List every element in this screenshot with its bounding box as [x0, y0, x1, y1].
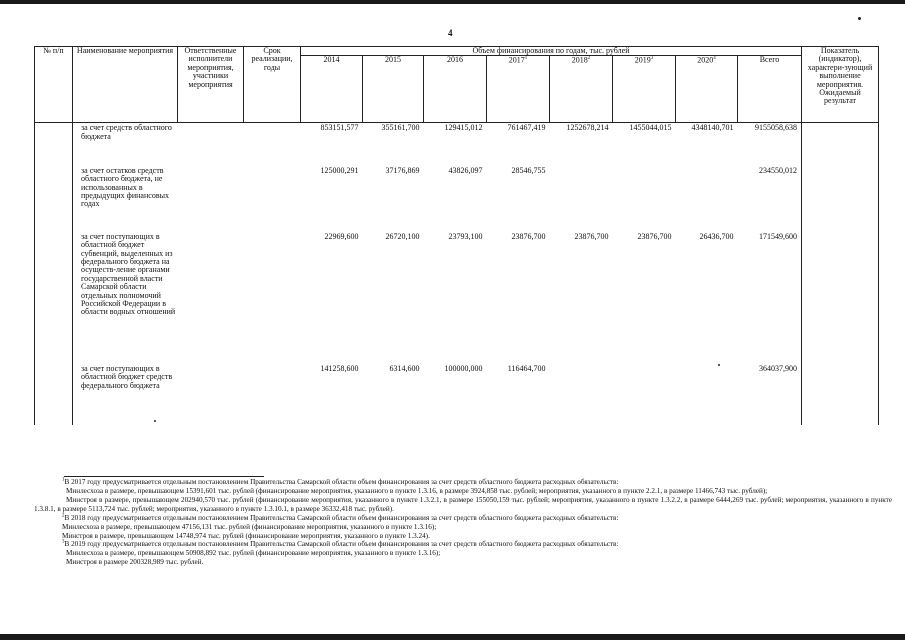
cell-value: 43826,097	[448, 165, 483, 175]
header-year	[487, 56, 550, 123]
cell-value: 129415,012	[444, 123, 483, 133]
cell-term	[244, 233, 301, 365]
footnote-2-minleshoz: Минлесхоза в размере, превышающем 47156,131 тыс. рублей (финансирование мероприятия, указанного в пункте 1.3.16);	[62, 522, 437, 531]
cell-value: 23876,700	[511, 231, 546, 241]
footnote-2-minstroy: Минстроя в размере, превышающем 14748,974 тыс. рублей (финансирование мероприятия, указанного в пункте 1.3.24).	[62, 531, 430, 540]
header-year	[613, 56, 676, 123]
scan-edge-top	[0, 0, 905, 4]
cell-value: 116464,700	[507, 363, 546, 373]
table-row	[35, 233, 879, 365]
cell-indicator	[802, 123, 879, 167]
table-body	[35, 123, 879, 425]
header-year-label: 2017	[508, 56, 525, 66]
footnote-1-minleshoz: Минлесхоза в размере, превышающем 15391,601 тыс. рублей (финансирование мероприятия, указанного в пункте 1.3.16, в размере 3924,858 тыс. рублей; мероприятия, указанного в пункте 2.2.1, в размере 11466,743 тыс. рублей);	[66, 486, 768, 495]
header-num: № п/п	[35, 47, 73, 123]
footnote-mark: 2	[62, 513, 65, 519]
cell-num	[35, 233, 73, 365]
header-year	[676, 56, 738, 123]
cell-value: 234550,012	[759, 165, 797, 175]
cell-value: 23876,700	[637, 231, 672, 241]
footnote-text: В 2018 году предусматривается отдельным постановлением Правительства Самарской области объем финансирования за счет средств областного бюджета расходных обязательств:	[64, 513, 619, 522]
scan-edge-bottom	[0, 634, 905, 640]
cell-num	[35, 123, 73, 167]
header-year	[738, 56, 802, 123]
footnote-separator	[64, 476, 264, 477]
cell-responsible	[178, 167, 244, 233]
cell-term	[244, 167, 301, 233]
footnote-3-intro	[34, 540, 892, 549]
header-year	[550, 56, 613, 123]
cell-value	[550, 167, 613, 233]
cell-value	[676, 167, 738, 233]
cell-funding-source: за счет поступающих в областной бюджет средств федерального бюджета	[81, 363, 173, 390]
footnote-ref: 3	[650, 56, 654, 62]
table-row	[35, 167, 879, 233]
cell-value: 28546,755	[511, 165, 546, 175]
cell-responsible	[178, 233, 244, 365]
footnote-mark: 3	[62, 540, 65, 546]
header-responsible: Ответственные исполнители мероприятия, участники мероприятия	[178, 47, 244, 123]
cell-funding-source: за счет средств областного бюджета	[81, 123, 172, 141]
header-year	[363, 56, 424, 123]
scan-speck	[858, 17, 861, 20]
cell-value: 355161,700	[381, 123, 420, 133]
cell-value: 37176,869	[385, 165, 420, 175]
cell-value: 23793,100	[448, 231, 483, 241]
cell-term	[244, 123, 301, 167]
cell-value: 100000,000	[444, 363, 483, 373]
cell-value: 761467,419	[507, 123, 546, 133]
footnote-text: В 2019 году предусматривается отдельным постановлением Правительства Самарской области объем финансирования за счет средств областного бюджета расходных обязательств:	[64, 540, 619, 549]
footnote-text: В 2017 году предусматривается отдельным постановлением Правительства Самарской области объем финансирования за счет средств областного бюджета расходных обязательств:	[64, 478, 619, 486]
cell-value: 141258,600	[320, 363, 359, 373]
footnote-mark: 1	[62, 477, 65, 483]
financing-table	[34, 46, 879, 425]
footnote-3-minstroy: Минстроя в размере 200328,989 тыс. рублей.	[66, 558, 204, 567]
cell-value: 364037,900	[759, 363, 797, 373]
cell-value: 9155058,638	[755, 123, 797, 133]
footnote-1-minstroy: Минстроя в размере, превышающем 202940,570 тыс. рублей (финансирование мероприятия, указанного в пункте 1.3.2.1, в размере 155050,159 тыс. рублей; мероприятия, указанного в пункте 1.3.2.2, в размере 6444,269 тыс. рублей; мероприятия, указанного в пункте 1.3.8.1, в размере 5113,724 тыс. рублей; мероприятия, указанного в пункте 1.3.10.1, в размере 36332,418 тыс. рублей).	[34, 495, 892, 513]
header-year-label: 2016	[447, 55, 463, 65]
header-volume: Объем финансирования по годам, тыс. рублей	[301, 47, 802, 56]
cell-value	[613, 167, 676, 233]
cell-indicator	[802, 233, 879, 365]
cell-term	[244, 365, 301, 425]
cell-responsible	[178, 365, 244, 425]
cell-value: 26720,100	[385, 231, 420, 241]
footnote-ref: 1	[524, 56, 528, 62]
cell-value	[676, 365, 738, 425]
cell-value: 171549,600	[759, 231, 797, 241]
header-year-label: 2019	[634, 56, 651, 66]
footnote-ref: 2	[587, 56, 591, 62]
cell-value	[550, 365, 613, 425]
footnote-2-intro	[34, 514, 892, 523]
cell-value: 1252678,214	[566, 123, 609, 133]
cell-value: 23876,700	[574, 231, 609, 241]
header-indicator: Показатель (индикатор), характери-зующий выполнение мероприятия. Ожидаемый результат	[802, 47, 879, 123]
header-year	[301, 56, 363, 123]
cell-value	[613, 365, 676, 425]
cell-funding-source: за счет поступающих в областной бюджет субвенций, выделенных из федерального бюджета на осуществ-ление органами государственной власти Самарской области отдельных полномочий Российской Федерации в области водных отношений	[81, 231, 176, 317]
cell-indicator	[802, 167, 879, 233]
cell-num	[35, 167, 73, 233]
footnote-1-intro	[34, 478, 892, 487]
cell-responsible	[178, 123, 244, 167]
cell-value: 22969,600	[324, 231, 359, 241]
cell-value: 1455044,015	[629, 123, 672, 133]
cell-value: 26436,700	[699, 231, 734, 241]
footnote-3-minleshoz: Минлесхоза в размере, превышающем 50908,892 тыс. рублей (финансирование мероприятия, указанного в пункте 1.3.16);	[66, 549, 441, 558]
header-year-label: Всего	[759, 55, 780, 65]
footnote-ref: 4	[713, 56, 716, 62]
header-year-label: 2015	[385, 55, 401, 65]
cell-value: 4348140,701	[691, 123, 734, 133]
header-name: Наименование мероприятия	[73, 47, 178, 123]
header-year-label: 2014	[323, 55, 340, 65]
cell-value: 6314,600	[389, 363, 420, 373]
cell-value: 853151,577	[320, 123, 359, 133]
footnotes	[34, 478, 892, 567]
cell-value: 125000,291	[320, 165, 359, 175]
header-term: Срок реализации, годы	[244, 47, 301, 123]
header-year-label: 2020	[697, 56, 714, 66]
cell-num	[35, 365, 73, 425]
page-number: 4	[448, 28, 453, 38]
table-row	[35, 365, 879, 425]
cell-funding-source: за счет остатков средств областного бюджета, не использованных в предыдущих финансовых годах	[81, 165, 169, 209]
header-year	[424, 56, 487, 123]
header-year-label: 2018	[571, 56, 588, 66]
cell-indicator	[802, 365, 879, 425]
table-row	[35, 123, 879, 167]
